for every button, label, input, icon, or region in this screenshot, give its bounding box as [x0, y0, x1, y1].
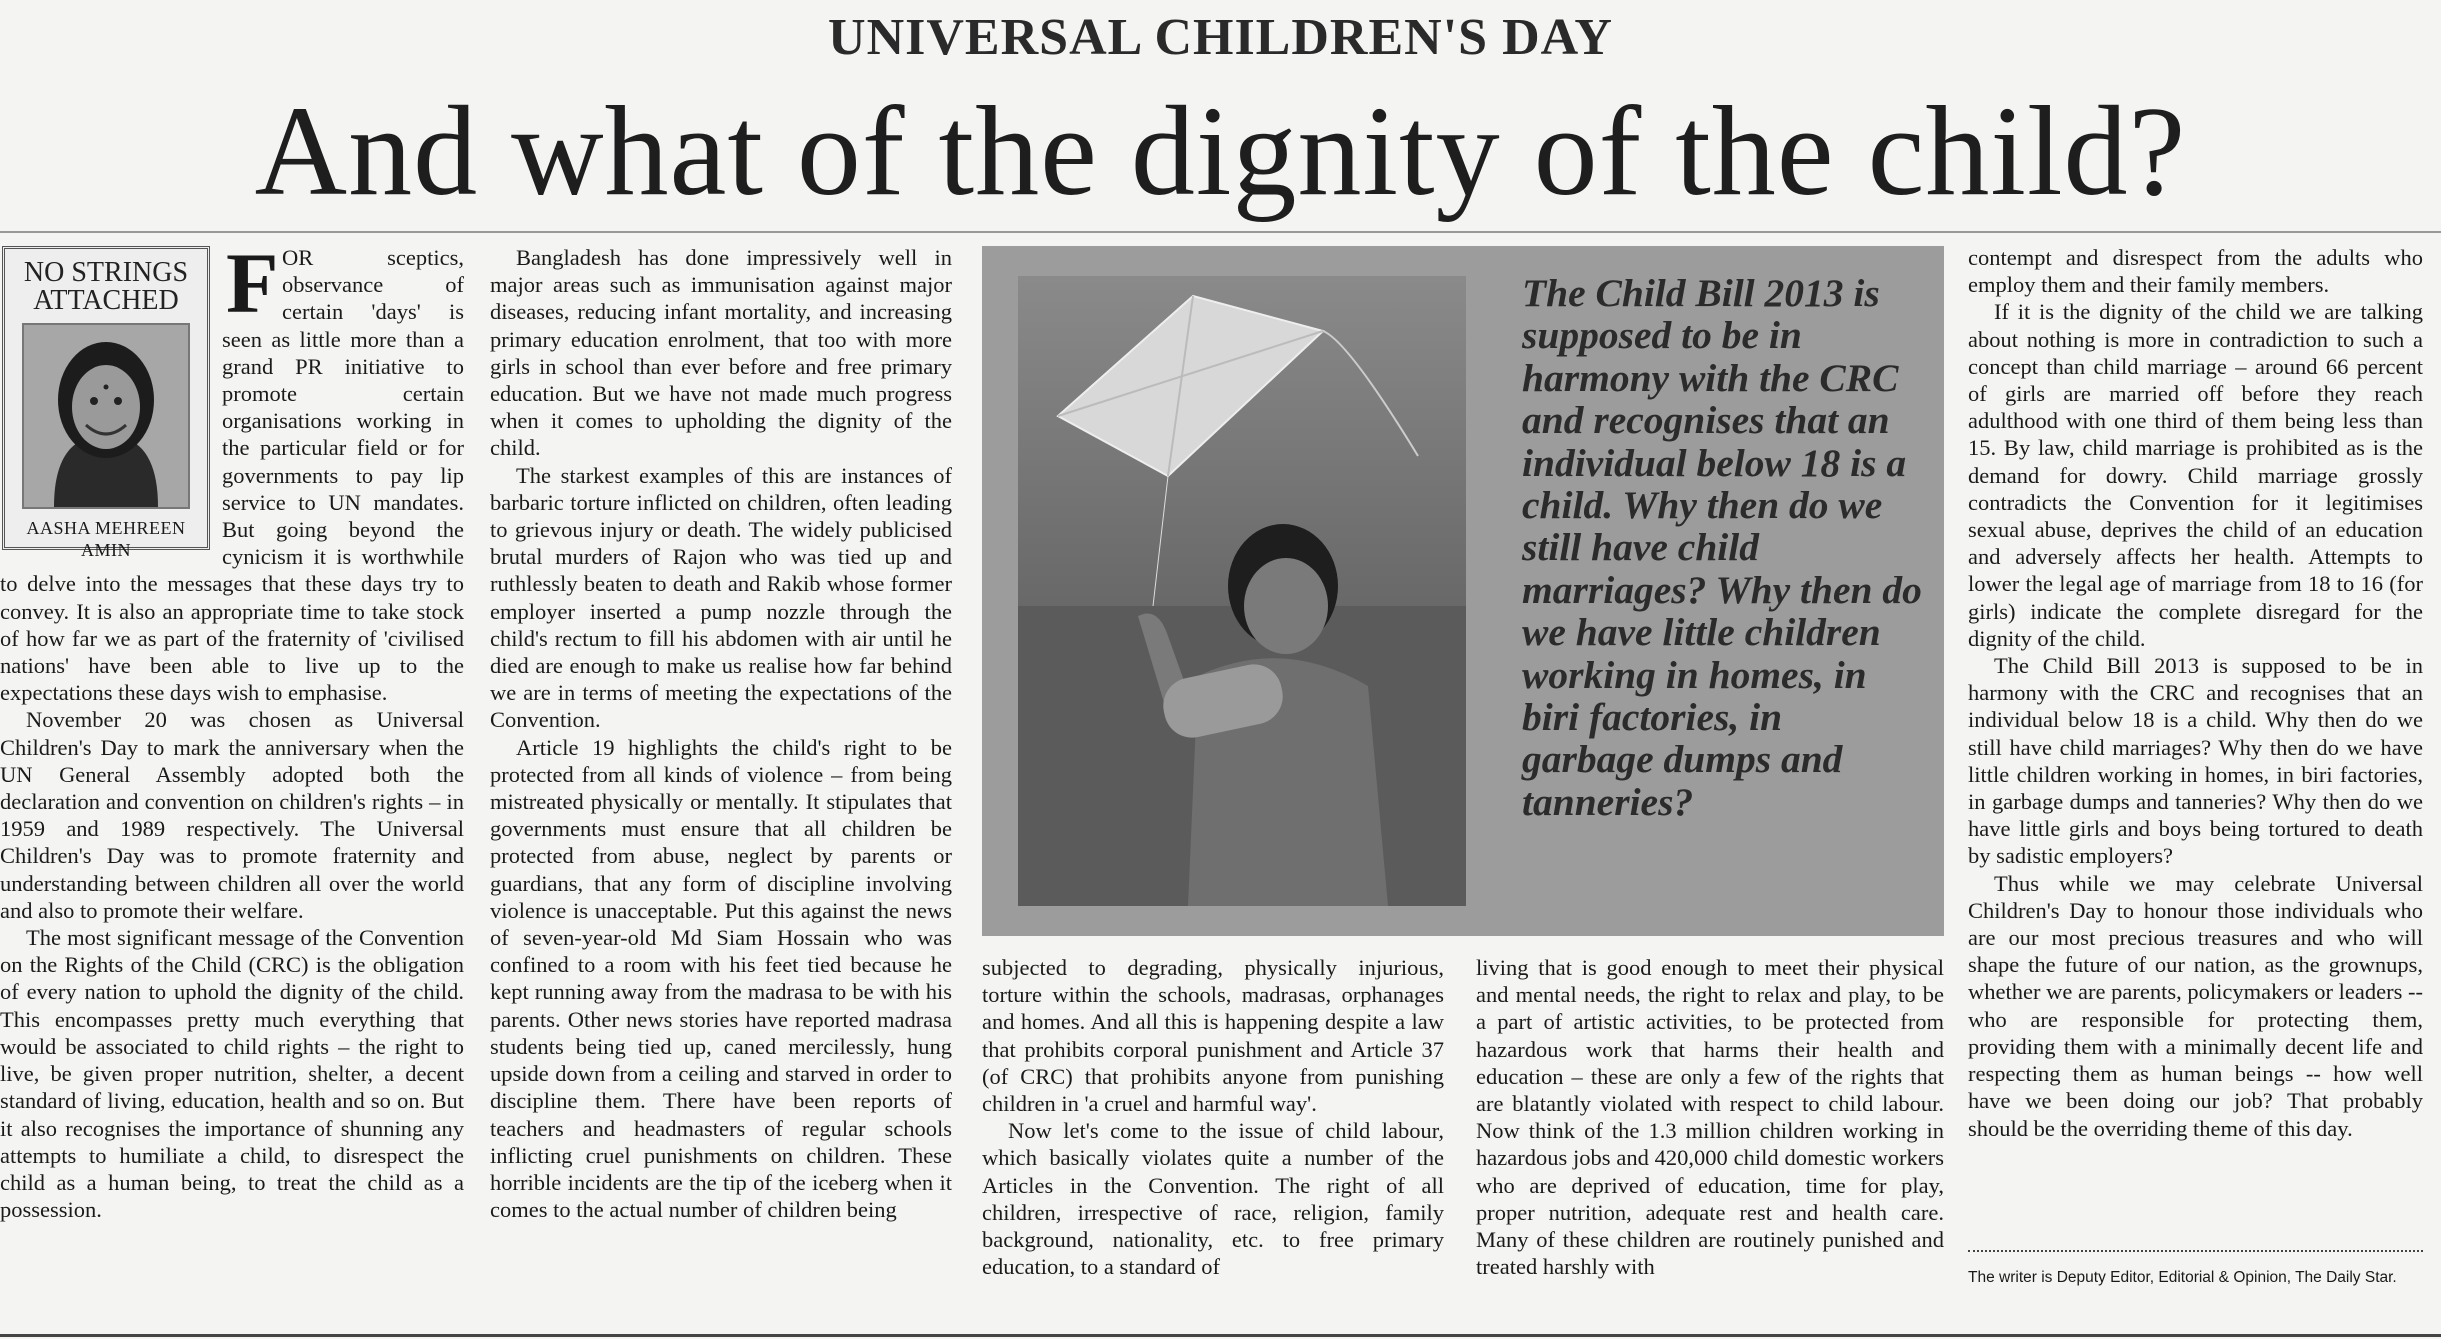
- paragraph: Thus while we may celebrate Universal Children's Day to honour those individuals who are our most precious treasures and who will shape the future of our nation, as the grownups, whether we are parents, policymakers or leaders -- who are responsible for protecting them, providing them with a minimally decent life and respecting them as human beings -- how well have we been doing our job? That probably should be the overriding theme of this day.: [1968, 870, 2423, 1141]
- column-5: [1968, 244, 2423, 1142]
- pull-quote: The Child Bill 2013 is supposed to be in harmony with the CRC and recognises that an individual below 18 is a child. Why then do we still have child marriages? Why then do we have little children working in homes, in biri factories, in garbage dumps and tanneries?: [1522, 271, 1922, 824]
- bottom-rule: [0, 1334, 2441, 1337]
- paragraph: contempt and disrespect from the adults who employ them and their family members.: [1968, 245, 2423, 298]
- column-2: [490, 244, 952, 1223]
- column-name: NO STRINGS ATTACHED: [23, 257, 189, 316]
- footnote-rule: [1968, 1250, 2423, 1252]
- headline: And what of the dignity of the child?: [254, 80, 2187, 222]
- kite-boy-photo: [1018, 276, 1466, 906]
- paragraph: OR sceptics, observance of certain 'days' is seen as little more than a grand PR initiative to promote certain organisations working in the particular field or for governments to pay lip service to UN mandates. But going beyond the cynicism it is worthwhile to delve into the messages that these days try to convey. It is also an appropriate time to take stock of how far we as part of the fraternity of 'civilised nations' have been able to live up to the expectations these days wish to emphasise.: [0, 245, 464, 706]
- paragraph: November 20 was chosen as Universal Children's Day to mark the anniversary when the UN General Assembly adopted both the declaration and convention on children's rights – in 1959 and 1989 respectively. The Universal Children's Day was to promote fraternity and understanding between children all over the world and also to promote their welfare.: [0, 707, 464, 923]
- paragraph: The Child Bill 2013 is supposed to be in harmony with the CRC and recognises that an individual below 18 is a child. Why then do we still have child marriages? Why then do we have little children working in homes, in biri factories, in garbage dumps and tanneries? Why then do we have little girls and boys being tortured to death by sadistic employers?: [1968, 653, 2423, 869]
- paragraph: Bangladesh has done impressively well in major areas such as immunisation against major diseases, reducing infant mortality, and increasing primary education enrolment, that too with more girls in school than ever before and free primary education. But we have not made much progress when it comes to upholding the dignity of the child.: [490, 245, 952, 461]
- paragraph: The starkest examples of this are instances of barbaric torture inflicted on children, often leading to grievous injury or death. The widely publicised brutal murders of Rajon who was tied up and ruthlessly beaten to death and Rakib whose former employer inserted a pump nozzle through the child's rectum to fill his abdomen with air until he died are enough to make us realise how far behind we are in terms of meeting the expectations of the Convention.: [490, 462, 952, 733]
- column-3: [982, 954, 1444, 1280]
- paragraph: subjected to degrading, physically injurious, torture within the schools, madrasas, orphanages and homes. And all this is happening despite a law that prohibits corporal punishment and Article 37 (of CRC) that prohibits anyone from punishing children in 'a cruel and harmful way'.: [982, 955, 1444, 1117]
- header-rule: [0, 231, 2441, 233]
- paragraph: Now let's come to the issue of child labour, which basically violates quite a number of the Articles in the Convention. The right of all children, irrespective of race, religion, family background, nationality, etc. to free primary education, to a standard of: [982, 1118, 1444, 1280]
- paragraph: Article 19 highlights the child's right to be protected from all kinds of violence – from being mistreated physically or mentally. It stipulates that governments must ensure that all children be protected from abuse, neglect by parents or guardians, that any form of discipline involving violence is unacceptable. Put this against the news of seven-year-old Md Siam Hossain who was confined to a room with his feet tied because he kept running away from the madrasa to be with his parents. Other news stories have reported madrasa students being tied up, caned mercilessly, hung upside down from a ceiling and starved in order to discipline them. There have been reports of teachers and headmasters of regular schools inflicting cruel punishments on children. These horrible incidents are the tip of the iceberg when it comes to the actual number of children being: [490, 734, 952, 1223]
- paragraph: living that is good enough to meet their physical and mental needs, the right to relax and play, to be a part of artistic activities, to be protected from hazardous work that harms their health and education – these are only a few of the rights that are blatantly violated with respect to child labour. Now think of the 1.3 million children working in hazardous jobs and 420,000 child domestic workers who are deprived of education, time for play, proper nutrition, adequate rest and health care. Many of these children are routinely punished and treated harshly with: [1476, 955, 1944, 1280]
- drop-cap: F: [226, 235, 279, 331]
- photo-panel: [982, 246, 1944, 936]
- column-4: [1476, 954, 1944, 1280]
- author-name: AASHA MEHREEN AMIN: [26, 518, 186, 560]
- paragraph: If it is the dignity of the child we are talking about nothing is more in contradiction to such a concept than child marriage – around 66 percent of girls are married off before they reach adulthood with one third of them being less than 15. By law, child marriage is prohibited as is the demand for dowry. Child marriage grossly contradicts the Convention for it legitimises sexual abuse, deprives the child of an education and adversely affects her health. Attempts to lower the legal age of marriage from 18 to 16 (for girls) indicate the complete disregard for the dignity of the child.: [1968, 299, 2423, 651]
- column-1: [0, 235, 464, 1223]
- writer-footnote: The writer is Deputy Editor, Editorial & Opinion, The Daily Star.: [1968, 1269, 2397, 1286]
- paragraph: The most significant message of the Convention on the Rights of the Child (CRC) is the obligation of every nation to uphold the dignity of the child. This encompasses pretty much everything that would be associated to child rights – the right to live, be given proper nutrition, shelter, a decent standard of living, education, health and so on. But it also recognises the importance of shunning any attempts to humiliate a child, to disrespect the child as a human being, to treat the child as a possession.: [0, 925, 464, 1223]
- kicker: UNIVERSAL CHILDREN'S DAY: [828, 9, 1613, 66]
